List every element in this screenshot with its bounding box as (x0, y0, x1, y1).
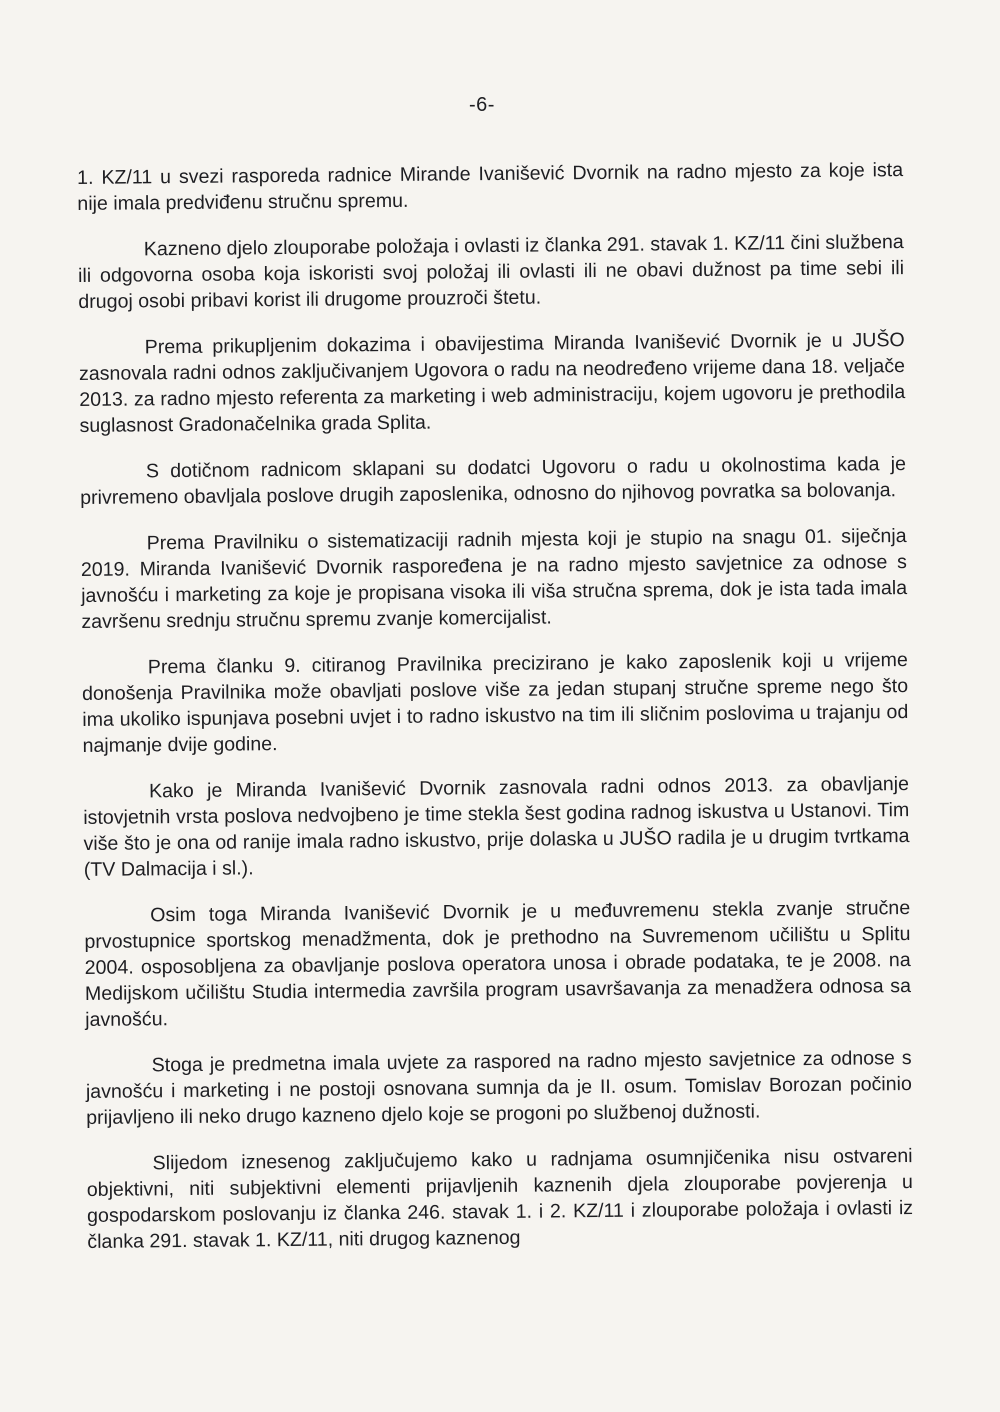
paragraph-3: Prema prikupljenim dokazima i obavijestima Miranda Ivanišević Dvornik je u JUŠO zasnovala radni odnos zaključivanjem Ugovora o radu na neodređeno vrijeme dana 18. veljače 2013. za radno mjesto referenta za marketing i web administraciju, kojem ugovoru je prethodila suglasnost Gradonačelnika grada Splita. (78, 329, 906, 437)
page-number: -6- (469, 94, 495, 116)
paragraph-9: Stoga je predmetna imala uvjete za raspored na radno mjesto savjetnice za odnose s javnošću i marketing i ne postoji osnovana sumnja da je II. osum. Tomislav Borozan počinio prijavljeno ili neko drugo kazneno djelo koje se progoni po službenoj dužnosti. (85, 1047, 912, 1129)
paragraph-7: Kako je Miranda Ivanišević Dvornik zasnovala radni odnos 2013. za obavljanje istovjetnih vrsta poslova nedvojbeno je time stekla šest godina radnog iskustva u Ustanovi. Tim više što je ona od ranije imala radno iskustvo, prije dolaska u JUŠO radila je u drugim tvrtkama (TV Dalmacija i sl.). (83, 773, 910, 881)
document-body (77, 157, 913, 1255)
paragraph-5: Prema Pravilniku o sistematizaciji radnih mjesta koji je stupio na snagu 01. siječnja 2019. Miranda Ivanišević Dvornik raspoređena je na radno mjesto savjetnice za odnose s javnošću i marketing za koje je propisana visoka ili viša stručna sprema, dok je ista tada imala završenu srednju stručnu spremu zvanje komercijalist. (80, 525, 908, 633)
paragraph-8: Osim toga Miranda Ivanišević Dvornik je u međuvremenu stekla zvanje stručne prvostupnice sportskog menadžmenta, dok je prethodno na Suvremenom učilištu u Splitu 2004. osposobljena za obavljanje poslova operatora unosa i obrade podataka, te je 2008. na Medijskom učilištu Studia intermedia završila program usavršavanja za menadžera odnosa sa javnošću. (84, 897, 912, 1031)
paragraph-2: Kazneno djelo zlouporabe položaja i ovlasti iz članka 291. stavak 1. KZ/11 čini službena ili odgovorna osoba koja iskoristi svoj položaj ili ovlasti ili ne obavi dužnost pa time sebi ili drugoj osobi pribavi korist ili drugome prouzroči štetu. (77, 231, 905, 313)
paragraph-4: S dotičnom radnicom sklapani su dodatci Ugovoru o radu u okolnostima kada je privremeno obavljala poslove drugih zaposlenika, odnosno do njihovog povratka sa bolovanja. (80, 453, 907, 509)
paragraph-1: 1. KZ/11 u svezi rasporeda radnice Mirande Ivanišević Dvornik na radno mjesto za koje ista nije imala predviđenu stručnu spremu. (77, 159, 904, 215)
paragraph-10: Slijedom iznesenog zaključujemo kako u radnjama osumnjičenika nisu ostvareni objektivni, niti subjektivni elementi prijavljenih kaznenih djela zlouporabe povjerenja u gospodarskom poslovanju iz članka 246. stavak 1. i 2. KZ/11 i zlouporabe položaja i ovlasti iz članka 291. stavak 1. KZ/11, niti drugog kaznenog (86, 1145, 914, 1253)
paragraph-6: Prema članku 9. citiranog Pravilnika precizirano je kako zaposlenik koji u vrijeme donošenja Pravilnika može obavljati poslove više za jedan stupanj stručne spreme nego što ima ukoliko ispunjava posebni uvjet i to radno iskustvo na tim ili sličnim poslovima u trajanju od najmanje dvije godine. (81, 649, 909, 757)
